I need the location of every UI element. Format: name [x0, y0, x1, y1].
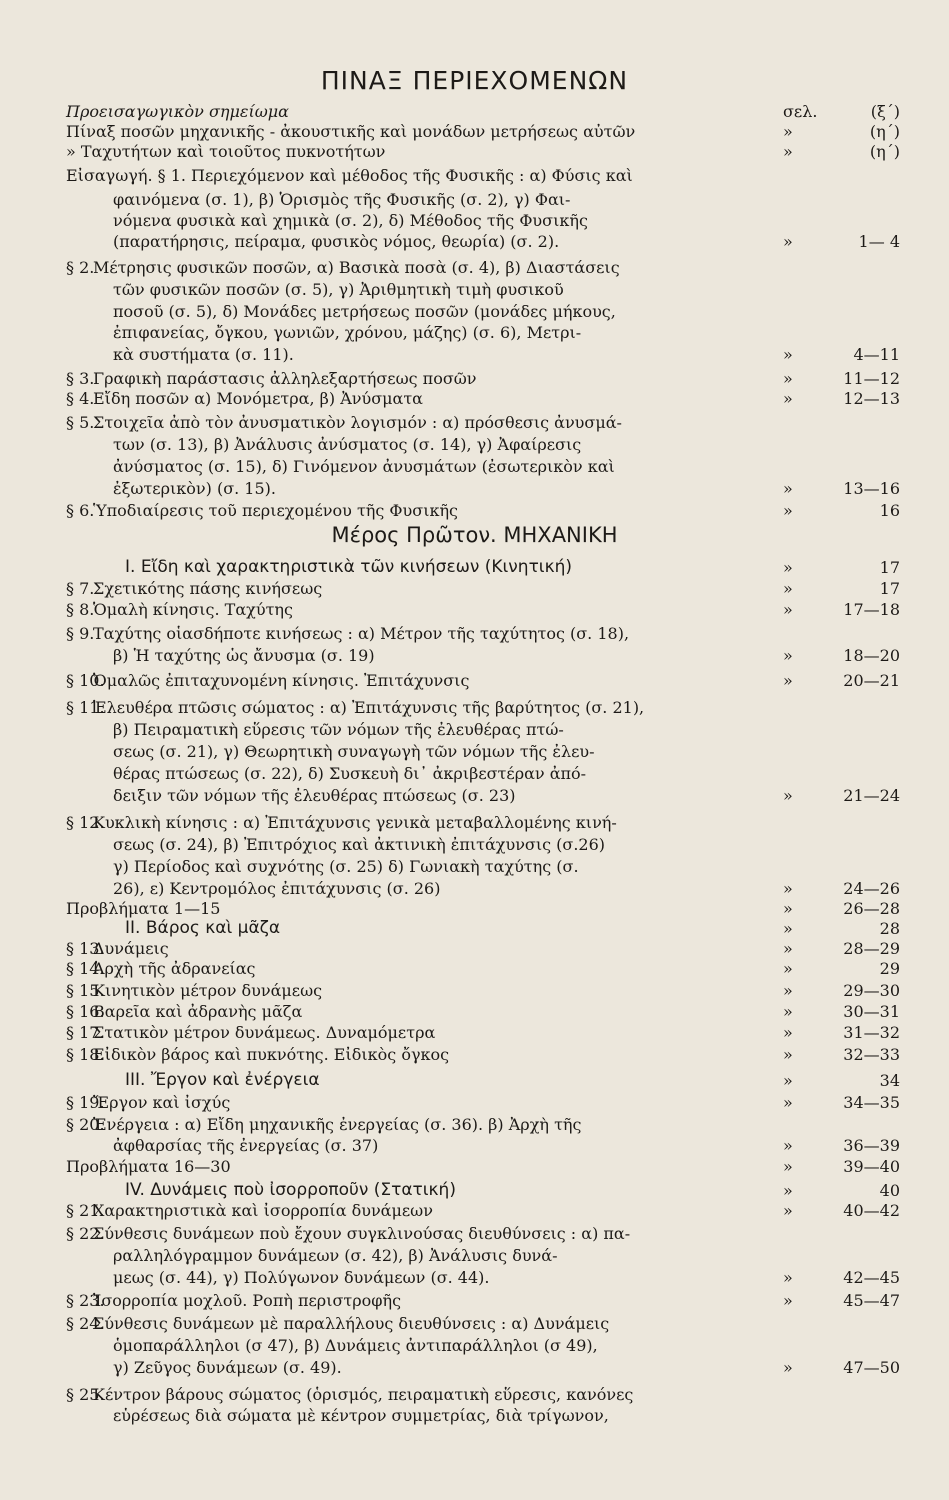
- section-number: § 10.: [66, 671, 105, 690]
- toc-entry: [0, 918, 949, 938]
- entry-text: φαινόμενα (σ. 1), β) Ὁρισμὸς τῆς Φυσικῆς (σ. 2), γ) Φαι-: [113, 190, 571, 209]
- toc-entry: [0, 557, 949, 577]
- toc-entry: [0, 645, 949, 665]
- entry-text: ποσοῦ (σ. 5), δ) Μονάδες μετρήσεως ποσῶν (μονάδες μήκους,: [113, 302, 616, 321]
- page-range: 28—29: [843, 939, 900, 958]
- entry-text: γ) Ζεῦγος δυνάμεων (σ. 49).: [113, 1358, 342, 1377]
- entry-text: Στοιχεῖα ἀπὸ τὸν ἀνυσματικὸν λογισμόν : α) πρόσθεσις ἀνυσμά-: [93, 413, 622, 432]
- section-number: § 7.: [66, 579, 95, 598]
- ditto-mark: »: [783, 919, 793, 938]
- entry-text: τῶν φυσικῶν ποσῶν (σ. 5), γ) Ἀριθμητικὴ τιμὴ φυσικοῦ: [113, 280, 564, 299]
- ditto-mark: »: [783, 1268, 793, 1287]
- toc-entry: [0, 670, 949, 690]
- toc-entry: [0, 456, 949, 476]
- toc-entry: [0, 322, 949, 342]
- ditto-mark: »: [783, 501, 793, 520]
- toc-entry: [0, 599, 949, 619]
- entry-text: IV. Δυνάμεις ποὺ ἰσορροποῦν (Στατική): [125, 1180, 456, 1200]
- section-number: § 5.: [66, 413, 95, 432]
- entry-text: Ὁμαλὴ κίνησις. Ταχύτης: [93, 600, 293, 619]
- page-range: 4—11: [853, 345, 900, 364]
- entry-text: » Ταχυτήτων καὶ τοιοῦτος πυκνοτήτων: [66, 142, 386, 161]
- toc-entry: [0, 1001, 949, 1021]
- toc-entry: [0, 697, 949, 717]
- entry-text: Σχετικότης πάσης κινήσεως: [93, 579, 323, 598]
- entry-text: εὑρέσεως διὰ σώματα μὲ κέντρον συμμετρίας, διὰ τρίγωνον,: [113, 1406, 609, 1425]
- entry-text: (παρατήρησις, πείραμα, φυσικὸς νόμος, θεωρία) (σ. 2).: [113, 232, 560, 251]
- toc-entry: [0, 279, 949, 299]
- section-number: § 25.: [66, 1385, 105, 1404]
- ditto-mark: »: [783, 646, 793, 665]
- toc-entry: [0, 1180, 949, 1200]
- entry-text: γ) Περίοδος καὶ συχνότης (σ. 25) δ) Γωνιακὴ ταχύτης (σ.: [113, 857, 579, 876]
- ditto-mark: »: [783, 1093, 793, 1112]
- section-number: § 17.: [66, 1023, 105, 1042]
- section-number: § 18.: [66, 1045, 105, 1064]
- toc-entry: [0, 1357, 949, 1377]
- ditto-mark: »: [783, 600, 793, 619]
- toc-entry: [0, 898, 949, 918]
- section-number: § 19.: [66, 1093, 105, 1112]
- toc-entry: [0, 189, 949, 209]
- section-number: § 24.: [66, 1314, 105, 1333]
- toc-entry: [0, 1070, 949, 1090]
- section-number: § 22.: [66, 1224, 105, 1243]
- section-number: § 2.: [66, 258, 95, 277]
- entry-text: Εἴδη ποσῶν α) Μονόμετρα, β) Ἀνύσματα: [93, 389, 423, 408]
- ditto-mark: »: [783, 232, 793, 251]
- entry-text: Εἰσαγωγή. § 1. Περιεχόμενον καὶ μέθοδος τῆς Φυσικῆς : α) Φύσις καὶ: [66, 166, 633, 185]
- page-range: 45—47: [843, 1291, 900, 1310]
- ditto-mark: »: [783, 1358, 793, 1377]
- entry-text: ἐπιφανείας, ὄγκου, γωνιῶν, χρόνου, μάζης) (σ. 6), Μετρι-: [113, 323, 582, 342]
- page-range: 30—31: [843, 1002, 900, 1021]
- ditto-mark: »: [783, 345, 793, 364]
- page-title: ΠΙΝΑΞ ΠΕΡΙΕΧΟΜΕΝΩΝ: [320, 66, 629, 95]
- toc-entry: [0, 856, 949, 876]
- page-range: 1— 4: [858, 232, 900, 251]
- ditto-mark: »: [783, 1157, 793, 1176]
- toc-entry: [0, 1200, 949, 1220]
- entry-text: 26), ε) Κεντρομόλος ἐπιτάχυνσις (σ. 26): [113, 879, 441, 898]
- part-title: Μέρος Πρῶτον. ΜΗΧΑΝΙΚΗ: [331, 523, 618, 547]
- page-range: (η΄): [869, 122, 900, 141]
- toc-entry: [0, 301, 949, 321]
- toc-entry: [0, 1313, 949, 1333]
- entry-text: Προεισαγωγικὸν σημείωμα: [66, 102, 289, 121]
- toc-entry: [0, 231, 949, 251]
- ditto-mark: »: [783, 558, 793, 577]
- page-range: 13—16: [843, 479, 900, 498]
- ditto-mark: »: [783, 1002, 793, 1021]
- ditto-mark: »: [783, 1136, 793, 1155]
- toc-entry: [0, 1335, 949, 1355]
- page-range: 36—39: [843, 1136, 900, 1155]
- entry-text: Προβλήματα 1—15: [66, 899, 221, 918]
- toc-entry: [0, 958, 949, 978]
- toc-entry: [0, 141, 949, 161]
- ditto-mark: »: [783, 899, 793, 918]
- toc-entry: [0, 344, 949, 364]
- entry-text: Ὁμαλῶς ἐπιταχυνομένη κίνησις. Ἐπιτάχυνσις: [93, 671, 470, 690]
- entry-text: Στατικὸν μέτρον δυνάμεως. Δυναμόμετρα: [93, 1023, 436, 1042]
- entry-text: II. Βάρος καὶ μᾶζα: [125, 918, 281, 938]
- ditto-mark: »: [783, 389, 793, 408]
- toc-entry: [0, 388, 949, 408]
- entry-text: Μέτρησις φυσικῶν ποσῶν, α) Βασικὰ ποσὰ (σ. 4), β) Διαστάσεις: [93, 258, 620, 277]
- page-range: 42—45: [843, 1268, 900, 1287]
- page-range: 26—28: [843, 899, 900, 918]
- toc-entry: [0, 938, 949, 958]
- entry-text: σεως (σ. 24), β) Ἐπιτρόχιος καὶ ἀκτινικὴ ἐπιτάχυνσις (σ.26): [113, 835, 606, 854]
- toc-entry: [0, 1405, 949, 1425]
- ditto-mark: »: [783, 142, 793, 161]
- toc-entry: [0, 434, 949, 454]
- page-range: 39—40: [843, 1157, 900, 1176]
- entry-text: I. Εἴδη καὶ χαρακτηριστικὰ τῶν κινήσεων (Κινητική): [125, 557, 572, 577]
- entry-text: Ἀρχὴ τῆς ἀδρανείας: [93, 959, 256, 978]
- toc-entry: [0, 165, 949, 185]
- section-number: § 21.: [66, 1201, 105, 1220]
- entry-text: β) Πειραματικὴ εὕρεσις τῶν νόμων τῆς ἐλευθέρας πτώ-: [113, 720, 564, 739]
- toc-entry: [0, 1223, 949, 1243]
- section-number: § 16.: [66, 1002, 105, 1021]
- ditto-mark: »: [783, 959, 793, 978]
- toc-entry: [0, 257, 949, 277]
- ditto-mark: »: [783, 122, 793, 141]
- page-range: 34: [879, 1071, 900, 1090]
- entry-text: Ταχύτης οἱασδήποτε κινήσεως : α) Μέτρον τῆς ταχύτητος (σ. 18),: [93, 624, 630, 643]
- entry-text: θέρας πτώσεως (σ. 22), δ) Συσκευὴ δι᾽ ἀκριβεστέραν ἀπό-: [113, 764, 587, 783]
- entry-text: Ἐλευθέρα πτῶσις σώματος : α) Ἐπιτάχυνσις τῆς βαρύτητος (σ. 21),: [93, 698, 645, 717]
- toc-entry: [0, 980, 949, 1000]
- page-range: 21—24: [843, 786, 900, 805]
- toc-entry: [0, 623, 949, 643]
- toc-entry: [0, 1092, 949, 1112]
- entry-text: β) Ἡ ταχύτης ὡς ἄνυσμα (σ. 19): [113, 646, 375, 665]
- page-range: 29: [879, 959, 900, 978]
- ditto-mark: σελ.: [783, 102, 818, 121]
- toc-entry: [0, 210, 949, 230]
- toc-entry: [0, 1135, 949, 1155]
- page-range: 20—21: [843, 671, 900, 690]
- toc-entry: [0, 1384, 949, 1404]
- entry-text: Δυνάμεις: [93, 939, 169, 958]
- toc-entry: [0, 719, 949, 739]
- page-range: 34—35: [843, 1093, 900, 1112]
- section-number: § 13.: [66, 939, 105, 958]
- page-range: (ξ΄): [870, 102, 900, 121]
- toc-entry: [0, 1022, 949, 1042]
- ditto-mark: »: [783, 479, 793, 498]
- section-number: § 9.: [66, 624, 95, 643]
- toc-entry: [0, 1290, 949, 1310]
- toc-entry: [0, 741, 949, 761]
- page-range: 16: [879, 501, 900, 520]
- page-range: 32—33: [843, 1045, 900, 1064]
- entry-text: Ἐνέργεια : α) Εἴδη μηχανικῆς ἐνεργείας (σ. 36). β) Ἀρχὴ τῆς: [93, 1115, 582, 1134]
- toc-entry: [0, 812, 949, 832]
- section-number: § 15.: [66, 981, 105, 1000]
- section-number: § 4.: [66, 389, 95, 408]
- entry-text: Χαρακτηριστικὰ καὶ ἰσορροπία δυνάμεων: [93, 1201, 433, 1220]
- section-number: § 3.: [66, 369, 95, 388]
- entry-text: των (σ. 13), β) Ἀνάλυσις ἀνύσματος (σ. 14), γ) Ἀφαίρεσις: [113, 435, 582, 454]
- entry-text: Πίναξ ποσῶν μηχανικῆς - ἀκουστικῆς καὶ μονάδων μετρήσεως αὐτῶν: [66, 122, 636, 141]
- page-range: 11—12: [843, 369, 900, 388]
- entry-text: Ἰσορροπία μοχλοῦ. Ροπὴ περιστροφῆς: [93, 1291, 402, 1310]
- entry-text: σεως (σ. 21), γ) Θεωρητικὴ συναγωγὴ τῶν νόμων τῆς ἐλευ-: [113, 742, 595, 761]
- page-range: 17—18: [843, 600, 900, 619]
- entry-text: ὁμοπαράλληλοι (σ 47), β) Δυνάμεις ἀντιπαράλληλοι (σ 49),: [113, 1336, 598, 1355]
- entry-text: κὰ συστήματα (σ. 11).: [113, 345, 294, 364]
- entry-text: ἀνύσματος (σ. 15), δ) Γινόμενον ἀνυσμάτων (ἐσωτερικὸν καὶ: [113, 457, 615, 476]
- entry-text: Σύνθεσις δυνάμεων μὲ παραλλήλους διευθύνσεις : α) Δυνάμεις: [93, 1314, 610, 1333]
- ditto-mark: »: [783, 579, 793, 598]
- toc-entry: [0, 763, 949, 783]
- ditto-mark: »: [783, 939, 793, 958]
- toc-entry: [0, 578, 949, 598]
- page-range: 28: [879, 919, 900, 938]
- section-number: § 20.: [66, 1115, 105, 1134]
- ditto-mark: »: [783, 879, 793, 898]
- toc-entry: [0, 500, 949, 520]
- toc-entry: [0, 1114, 949, 1134]
- entry-text: Σύνθεσις δυνάμεων ποὺ ἔχουν συγκλινούσας διευθύνσεις : α) πα-: [93, 1224, 631, 1243]
- toc-entry: [0, 1267, 949, 1287]
- entry-text: μεως (σ. 44), γ) Πολύγωνον δυνάμεων (σ. 44).: [113, 1268, 490, 1287]
- page-range: (η΄): [869, 142, 900, 161]
- entry-text: Προβλήματα 16—30: [66, 1157, 231, 1176]
- ditto-mark: »: [783, 1045, 793, 1064]
- entry-text: ἐξωτερικὸν) (σ. 15).: [113, 479, 276, 498]
- entry-text: Βαρεῖα καὶ ἀδρανὴς μᾶζα: [93, 1002, 303, 1021]
- toc-entry: [0, 1245, 949, 1265]
- entry-text: ἀφθαρσίας τῆς ἐνεργείας (σ. 37): [113, 1136, 379, 1155]
- page-range: 31—32: [843, 1023, 900, 1042]
- toc-entry: [0, 785, 949, 805]
- section-number: § 12.: [66, 813, 105, 832]
- entry-text: Κυκλικὴ κίνησις : α) Ἐπιτάχυνσις γενικὰ μεταβαλλομένης κινή-: [93, 813, 617, 832]
- ditto-mark: »: [783, 369, 793, 388]
- page-range: 17: [879, 558, 900, 577]
- ditto-mark: »: [783, 671, 793, 690]
- entry-text: Κέντρον βάρους σώματος (ὁρισμός, πειραματικὴ εὕρεσις, κανόνες: [93, 1385, 634, 1404]
- page-range: 12—13: [843, 389, 900, 408]
- toc-entry: [0, 1044, 949, 1064]
- entry-text: νόμενα φυσικὰ καὶ χημικὰ (σ. 2), δ) Μέθοδος τῆς Φυσικῆς: [113, 211, 588, 230]
- page-range: 17: [879, 579, 900, 598]
- page-range: 29—30: [843, 981, 900, 1000]
- entry-text: III. Ἔργον καὶ ἐνέργεια: [125, 1070, 320, 1090]
- page-range: 47—50: [843, 1358, 900, 1377]
- toc-entry: [0, 121, 949, 141]
- toc-entry: [0, 368, 949, 388]
- section-number: § 11.: [66, 698, 105, 717]
- entry-text: Κινητικὸν μέτρον δυνάμεως: [93, 981, 323, 1000]
- page-range: 18—20: [843, 646, 900, 665]
- toc-entry: [0, 412, 949, 432]
- ditto-mark: »: [783, 786, 793, 805]
- entry-text: Εἰδικὸν βάρος καὶ πυκνότης. Εἰδικὸς ὄγκος: [93, 1045, 450, 1064]
- toc-entry: [0, 478, 949, 498]
- entry-text: δειξιν τῶν νόμων τῆς ἐλευθέρας πτώσεως (σ. 23): [113, 786, 516, 805]
- entry-text: ραλληλόγραμμον δυνάμεων (σ. 42), β) Ἀνάλυσις δυνά-: [113, 1246, 558, 1265]
- ditto-mark: »: [783, 1291, 793, 1310]
- entry-text: Ἔργον καὶ ἰσχύς: [93, 1093, 231, 1112]
- ditto-mark: »: [783, 1071, 793, 1090]
- section-number: § 23.: [66, 1291, 105, 1310]
- entry-text: Ὑποδιαίρεσις τοῦ περιεχομένου τῆς Φυσικῆς: [93, 501, 459, 520]
- ditto-mark: »: [783, 1181, 793, 1200]
- ditto-mark: »: [783, 1023, 793, 1042]
- toc-entry: [0, 101, 949, 121]
- section-number: § 8.: [66, 600, 95, 619]
- entry-text: Γραφικὴ παράστασις ἀλληλεξαρτήσεως ποσῶν: [93, 369, 477, 388]
- section-number: § 14.: [66, 959, 105, 978]
- page-range: 40—42: [843, 1201, 900, 1220]
- page-range: 40: [879, 1181, 900, 1200]
- toc-entry: [0, 878, 949, 898]
- ditto-mark: »: [783, 1201, 793, 1220]
- page-range: 24—26: [843, 879, 900, 898]
- toc-entry: [0, 834, 949, 854]
- toc-entry: [0, 1156, 949, 1176]
- ditto-mark: »: [783, 981, 793, 1000]
- section-number: § 6.: [66, 501, 95, 520]
